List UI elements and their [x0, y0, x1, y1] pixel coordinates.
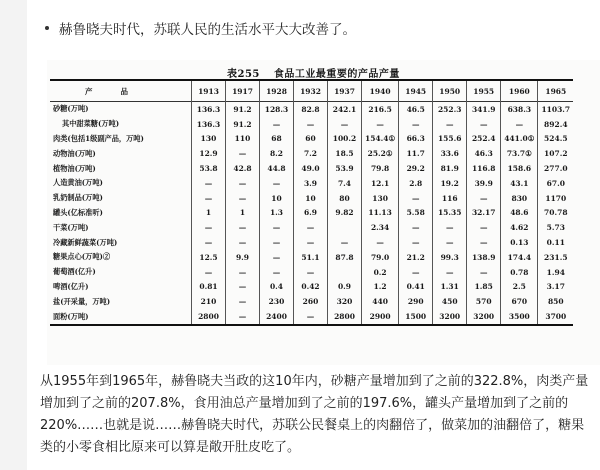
- row-label: 冷藏新鲜蔬菜(万吨): [53, 237, 118, 247]
- cell-value: 440: [362, 294, 399, 309]
- cell-value: —: [260, 265, 294, 280]
- cell-value: —: [192, 176, 226, 191]
- cell-value: 81.9: [433, 161, 467, 176]
- row-label: 乳奶制品(万吨): [53, 193, 103, 203]
- row-label: 葡萄酒(亿升): [53, 267, 96, 277]
- cell-value: 25.2①: [362, 146, 399, 161]
- cell-value: 174.4: [501, 250, 538, 265]
- cell-value: 2.34: [362, 220, 399, 235]
- cell-value: 10: [294, 191, 328, 206]
- table-row: [50, 250, 573, 265]
- cell-value: —: [399, 191, 433, 206]
- row-label: 其中甜菜糖(万吨): [62, 119, 120, 129]
- header-year: 1917: [226, 80, 260, 102]
- body-paragraph: 从1955年到1965年，赫鲁晓夫当政的这10年内，砂糖产量增加到了之前的322.8%，肉类产量增加到了之前的207.8%，食用油总产量增加到了之前的197.6%，罐头产量增加到了之前的220%……也就是说……赫鲁晓夫时代，苏联公民餐桌上的肉翻倍了，做菜加的油翻倍了，糖果类的小零食相比原来可以算是敞开肚皮吃了。: [40, 374, 589, 455]
- cell-value: 1: [192, 206, 226, 221]
- cell-value: 242.1: [328, 102, 362, 117]
- cell-value: 290: [399, 294, 433, 309]
- cell-value: 42.8: [226, 161, 260, 176]
- cell-value: 18.5: [328, 146, 362, 161]
- header-year: 1928: [260, 80, 294, 102]
- cell-value: —: [433, 235, 467, 250]
- table-body: [50, 102, 573, 325]
- cell-value: 1.31: [433, 280, 467, 295]
- cell-value: 1500: [399, 309, 433, 325]
- cell-value: 87.8: [328, 250, 362, 265]
- table-row: [50, 280, 573, 295]
- cell-value: 11.13: [362, 206, 399, 221]
- cell-value: 100.2: [328, 132, 362, 147]
- cell-value: 21.2: [399, 250, 433, 265]
- cell-value: 450: [433, 294, 467, 309]
- cell-value: 91.2: [226, 102, 260, 117]
- cell-value: 2.5: [501, 280, 538, 295]
- cell-value: [328, 220, 362, 235]
- cell-value: 2400: [260, 309, 294, 325]
- cell-value: —: [467, 117, 501, 132]
- row-label: 面粉(万吨): [53, 311, 89, 321]
- cell-value: 33.6: [433, 146, 467, 161]
- cell-value: 3200: [433, 309, 467, 325]
- cell-value: —: [399, 117, 433, 132]
- row-label: 植物油(万吨): [53, 163, 96, 173]
- row-label: 动物油(万吨): [53, 148, 96, 158]
- cell-value: 44.8: [260, 161, 294, 176]
- cell-value: 3500: [501, 309, 538, 325]
- cell-value: 80: [328, 191, 362, 206]
- cell-value: 216.5: [362, 102, 399, 117]
- cell-value: 130: [362, 191, 399, 206]
- cell-value: 0.13: [501, 235, 538, 250]
- cell-value: 830: [501, 191, 538, 206]
- cell-value: —: [192, 220, 226, 235]
- cell-value: 0.41: [399, 280, 433, 295]
- cell-value: 116: [433, 191, 467, 206]
- cell-value: 1.2: [362, 280, 399, 295]
- cell-value: 230: [260, 294, 294, 309]
- row-label: 砂糖(万吨): [53, 104, 89, 114]
- cell-value: 0.11: [538, 235, 573, 250]
- table-row: [50, 102, 573, 117]
- cell-value: 43.1: [501, 176, 538, 191]
- cell-value: 252.4: [467, 132, 501, 147]
- cell-value: —: [226, 309, 260, 325]
- row-label: 糖果点心(万吨)②: [53, 252, 111, 262]
- cell-value: 1170: [538, 191, 573, 206]
- cell-value: 252.3: [433, 102, 467, 117]
- cell-value: 29.2: [399, 161, 433, 176]
- bullet-item: [40, 18, 356, 38]
- cell-value: —: [226, 191, 260, 206]
- cell-value: 46.5: [399, 102, 433, 117]
- cell-value: —: [467, 235, 501, 250]
- cell-value: 39.9: [467, 176, 501, 191]
- cell-value: 2900: [362, 309, 399, 325]
- cell-value: 82.8: [294, 102, 328, 117]
- cell-value: 53.9: [328, 161, 362, 176]
- row-label: 肉类(包括1级副产品，万吨): [53, 133, 144, 143]
- cell-value: 570: [467, 294, 501, 309]
- cell-value: —: [433, 117, 467, 132]
- row-label: 盐(开采量，万吨): [53, 296, 111, 306]
- cell-value: 1.94: [538, 265, 573, 280]
- cell-value: 128.3: [260, 102, 294, 117]
- cell-value: 1: [226, 206, 260, 221]
- cell-value: —: [226, 235, 260, 250]
- cell-value: —: [362, 235, 399, 250]
- header-product: 产品: [85, 86, 156, 96]
- cell-value: —: [467, 220, 501, 235]
- cell-value: 155.6: [433, 132, 467, 147]
- table-header-row: [50, 80, 573, 102]
- cell-value: 67.0: [538, 176, 573, 191]
- cell-value: 0.2: [362, 265, 399, 280]
- cell-value: —: [433, 265, 467, 280]
- header-year: 1960: [501, 80, 538, 102]
- cell-value: 0.9: [328, 280, 362, 295]
- cell-value: —: [226, 265, 260, 280]
- cell-value: 110: [226, 132, 260, 147]
- cell-value: 1.3: [260, 206, 294, 221]
- cell-value: 260: [294, 294, 328, 309]
- cell-value: 107.2: [538, 146, 573, 161]
- cell-value: 53.8: [192, 161, 226, 176]
- cell-value: —: [399, 265, 433, 280]
- cell-value: —: [294, 117, 328, 132]
- cell-value: 116.8: [467, 161, 501, 176]
- cell-value: —: [328, 117, 362, 132]
- header-year: 1945: [399, 80, 433, 102]
- cell-value: 320: [328, 294, 362, 309]
- cell-value: 4.62: [501, 220, 538, 235]
- cell-value: 79.8: [362, 161, 399, 176]
- cell-value: 1.85: [467, 280, 501, 295]
- table-row: [50, 220, 573, 235]
- cell-value: 12.9: [192, 146, 226, 161]
- article-content: [27, 0, 600, 470]
- cell-value: 210: [192, 294, 226, 309]
- table-row: [50, 191, 573, 206]
- row-label: 罐头(亿标准听): [53, 207, 103, 217]
- cell-value: —: [226, 294, 260, 309]
- cell-value: 60: [294, 132, 328, 147]
- table-row: [50, 265, 573, 280]
- table-row: [50, 309, 573, 325]
- cell-value: 850: [538, 294, 573, 309]
- cell-value: 3700: [538, 309, 573, 325]
- cell-value: 138.9: [467, 250, 501, 265]
- table-row: [50, 176, 573, 191]
- cell-value: 136.3: [192, 102, 226, 117]
- cell-value: 73.7①: [501, 146, 538, 161]
- cell-value: —: [433, 220, 467, 235]
- table-row: [50, 161, 573, 176]
- cell-value: —: [467, 191, 501, 206]
- cell-value: [328, 265, 362, 280]
- cell-value: 5.58: [399, 206, 433, 221]
- cell-value: —: [192, 191, 226, 206]
- cell-value: 2.8: [399, 176, 433, 191]
- cell-value: 7.4: [328, 176, 362, 191]
- row-label: 干菜(万吨): [53, 222, 89, 232]
- cell-value: —: [362, 117, 399, 132]
- cell-value: —: [294, 235, 328, 250]
- cell-value: —: [260, 235, 294, 250]
- cell-value: —: [260, 176, 294, 191]
- cell-value: 3200: [467, 309, 501, 325]
- cell-value: —: [260, 220, 294, 235]
- cell-value: 9.9: [226, 250, 260, 265]
- cell-value: 524.5: [538, 132, 573, 147]
- cell-value: 9.82: [328, 206, 362, 221]
- cell-value: 2800: [192, 309, 226, 325]
- cell-value: 0.81: [192, 280, 226, 295]
- cell-value: 68: [260, 132, 294, 147]
- cell-value: 51.1: [294, 250, 328, 265]
- table-image: [47, 60, 600, 365]
- cell-value: 5.73: [538, 220, 573, 235]
- cell-value: 91.2: [226, 117, 260, 132]
- cell-value: —: [226, 280, 260, 295]
- left-gutter: [0, 0, 27, 470]
- cell-value: —: [260, 250, 294, 265]
- cell-value: 638.3: [501, 102, 538, 117]
- cell-value: 2800: [328, 309, 362, 325]
- cell-value: 11.7: [399, 146, 433, 161]
- cell-value: —: [226, 176, 260, 191]
- cell-value: —: [294, 265, 328, 280]
- row-label: 人造黄油(万吨): [53, 178, 103, 188]
- cell-value: 231.5: [538, 250, 573, 265]
- cell-value: 66.3: [399, 132, 433, 147]
- table-row: [50, 117, 573, 132]
- cell-value: —: [260, 117, 294, 132]
- cell-value: 70.78: [538, 206, 573, 221]
- cell-value: 136.3: [192, 117, 226, 132]
- cell-value: 341.9: [467, 102, 501, 117]
- cell-value: 158.6: [501, 161, 538, 176]
- cell-value: —: [399, 235, 433, 250]
- table-row: [50, 146, 573, 161]
- cell-value: 892.4: [538, 117, 573, 132]
- table-row: [50, 235, 573, 250]
- cell-value: 7.2: [294, 146, 328, 161]
- cell-value: 130: [192, 132, 226, 147]
- table-number: 表255: [227, 69, 260, 80]
- cell-value: 10: [260, 191, 294, 206]
- cell-value: 0.42: [294, 280, 328, 295]
- cell-value: —: [501, 117, 538, 132]
- cell-value: 15.35: [433, 206, 467, 221]
- cell-value: 441.0①: [501, 132, 538, 147]
- cell-value: 0.78: [501, 265, 538, 280]
- cell-value: —: [328, 235, 362, 250]
- header-year: 1965: [538, 80, 573, 102]
- cell-value: 32.17: [467, 206, 501, 221]
- table-row: [50, 132, 573, 147]
- header-year: 1932: [294, 80, 328, 102]
- cell-value: 12.1: [362, 176, 399, 191]
- production-table: [50, 79, 573, 326]
- cell-value: 6.9: [294, 206, 328, 221]
- cell-value: —: [192, 265, 226, 280]
- cell-value: 46.3: [467, 146, 501, 161]
- cell-value: 48.6: [501, 206, 538, 221]
- table-title: [227, 65, 400, 80]
- header-year: 1940: [362, 80, 399, 102]
- cell-value: 154.4①: [362, 132, 399, 147]
- header-year: 1950: [433, 80, 467, 102]
- cell-value: 3.9: [294, 176, 328, 191]
- cell-value: 0.4: [260, 280, 294, 295]
- cell-value: 99.3: [433, 250, 467, 265]
- cell-value: —: [226, 220, 260, 235]
- header-year: 1913: [192, 80, 226, 102]
- table-title-text: 食品工业最重要的产品产量: [273, 69, 400, 80]
- bullet-dot-icon: [45, 26, 49, 30]
- table-row: [50, 294, 573, 309]
- cell-value: 277.0: [538, 161, 573, 176]
- header-year: 1937: [328, 80, 362, 102]
- cell-value: 3.17: [538, 280, 573, 295]
- cell-value: 19.2: [433, 176, 467, 191]
- cell-value: 1103.7: [538, 102, 573, 117]
- cell-value: 670: [501, 294, 538, 309]
- cell-value: 79.0: [362, 250, 399, 265]
- cell-value: —: [294, 220, 328, 235]
- cell-value: 12.5: [192, 250, 226, 265]
- cell-value: —: [294, 309, 328, 325]
- table-row: [50, 206, 573, 221]
- cell-value: —: [399, 220, 433, 235]
- cell-value: —: [226, 146, 260, 161]
- header-year: 1955: [467, 80, 501, 102]
- cell-value: 49.0: [294, 161, 328, 176]
- cell-value: —: [467, 265, 501, 280]
- cell-value: 8.2: [260, 146, 294, 161]
- row-label: 啤酒(亿升): [53, 281, 89, 291]
- cell-value: —: [192, 235, 226, 250]
- bullet-text: 赫鲁晓夫时代，苏联人民的生活水平大大改善了。: [59, 22, 356, 38]
